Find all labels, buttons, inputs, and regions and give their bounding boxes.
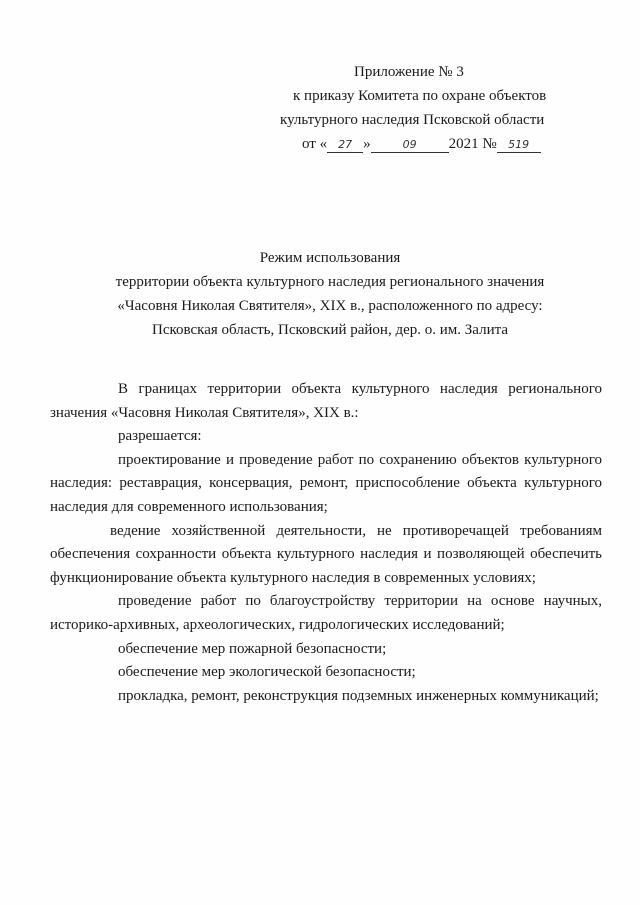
date-mid: » [363,136,371,152]
list-item: обеспечение мер экологической безопасности; [118,664,416,681]
title-line-1: Режим использования [259,250,401,266]
list-item: обеспечение мер пожарной безопасности; [118,640,387,657]
order-number-handwritten: 519 [497,138,541,153]
document-body [50,378,602,708]
title-line-3: «Часовня Николая Святителя», XIX в., расположенного по адресу: [117,298,543,314]
list-item: проектирование и проведение работ по сохранению объектов культурного наследия: реставрация, консервация, ремонт, приспособление объекта культурного наследия для современного использования; [50,451,602,515]
title-line-2: территории объекта культурного наследия регионального значения [115,274,545,290]
document-title [60,246,600,342]
allowed-heading: разрешается: [118,428,202,445]
order-reference: к приказу Комитета по охране объектов [293,88,547,104]
date-month-handwritten: 09 [371,138,449,153]
list-item: ведение хозяйственной деятельности, не противоречащей требованиям обеспечения сохранности объекта культурного наследия и позволяющей обеспечить функционирование объекта культурного наследия в современных условиях; [50,522,602,586]
list-item: проведение работ по благоустройству территории на основе научных, историко-архивных, археологических, гидрологических исследований; [50,593,602,633]
date-year: 2021 № [448,136,497,152]
date-prefix: от « [302,136,328,152]
order-date-line [288,132,588,156]
title-line-4: Псковская область, Псковский район, дер. о. им. Залита [152,322,508,338]
intro-paragraph: В границах территории объекта культурного наследия регионального значения «Часовня Николая Святителя», XIX в.: [50,381,602,421]
committee-name: культурного наследия Псковской области [280,112,545,128]
appendix-number: Приложение № 3 [354,64,464,80]
list-item: прокладка, ремонт, реконструкция подземных инженерных коммуникаций; [118,687,599,704]
appendix-header [280,60,588,156]
date-day-handwritten: 27 [327,138,363,153]
